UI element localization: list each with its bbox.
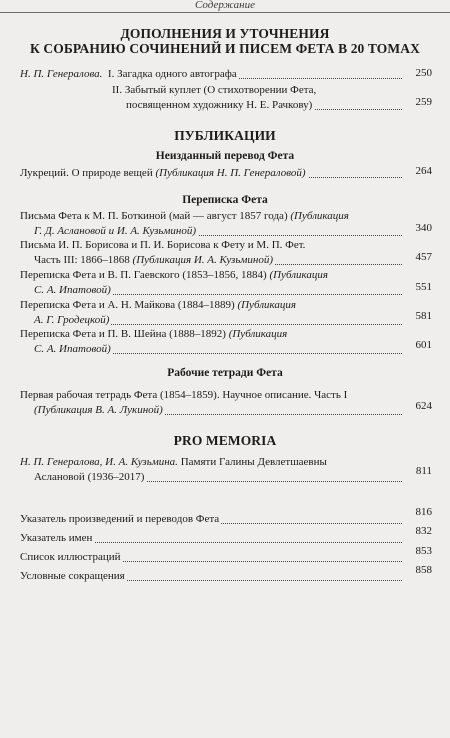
running-head: Содержание [0, 0, 450, 13]
entry-title: Загадка одного автографа [117, 68, 237, 80]
entry-title-line1: Письма Фета к М. П. Боткиной (май — август 1857 года) [20, 210, 291, 222]
entry-title-line1: Письма И. П. Борисова и П. И. Борисова к Фету и М. П. Фет. [20, 239, 306, 251]
toc-entry-correspondence-1 [20, 209, 438, 239]
page-number: 457 [415, 251, 432, 263]
toc-entry-correspondence-2 [20, 238, 438, 268]
subhead-notebooks: Рабочие тетради Фета [167, 367, 283, 379]
entry-publisher: (Публикация [237, 299, 296, 311]
entry-title: Условные сокращения [20, 570, 125, 582]
toc-entry-supplement-2 [112, 83, 438, 113]
entry-title-line1: Первая рабочая тетрадь Фета (1854–1859). Научное описание. Часть I [20, 389, 348, 401]
entry-publisher: (Публикация [290, 210, 349, 222]
subhead-unknown-translation: Неизданный перевод Фета [155, 150, 295, 162]
entry-authors: Н. П. Генералова, И. А. Кузьмина. [20, 456, 178, 468]
toc-entry-notebook [20, 388, 438, 418]
entry-title-line2: Аслановой (1936–2017) [34, 471, 145, 483]
toc-entry-correspondence-5 [20, 327, 438, 357]
entry-title: Список иллюстраций [20, 551, 121, 563]
supplements-title-line1: ДОПОЛНЕНИЯ И УТОЧНЕНИЯ [120, 26, 330, 41]
entry-title-line2: С. А. Ипатовой) [34, 284, 111, 296]
toc-entry-pro-memoria [20, 455, 438, 485]
entry-publisher: (Публикация В. А. Лукиной) [34, 404, 163, 416]
entry-title: Лукреций. О природе вещей [20, 167, 156, 179]
entry-number: II. [112, 84, 123, 96]
page-number: 340 [415, 222, 432, 234]
page-number: 250 [415, 67, 432, 79]
page-number: 853 [415, 545, 432, 557]
entry-title-line2: Г. Д. Аслановой и И. А. Кузьминой) [34, 225, 197, 237]
page-number: 264 [415, 165, 432, 177]
entry-title-line1: Переписка Фета и П. В. Шейна (1888–1892) [20, 328, 229, 340]
entry-title-line1: Переписка Фета и А. Н. Майкова (1884–1889) [20, 299, 238, 311]
toc-entry-abbreviations [20, 569, 438, 584]
supplements-title-line2: К СОБРАНИЮ СОЧИНЕНИЙ И ПИСЕМ ФЕТА В 20 ТОМАХ [30, 41, 420, 56]
page-number: 858 [415, 564, 432, 576]
page-number: 832 [415, 525, 432, 537]
page-number: 259 [415, 96, 432, 108]
entry-publisher: (Публикация Н. П. Генераловой) [155, 167, 306, 179]
toc-entry-lucretius [20, 166, 438, 181]
page-number: 551 [415, 281, 432, 293]
page-number: 816 [415, 506, 432, 518]
entry-title-line1: Памяти Галины Девлетшаевны [177, 456, 327, 468]
page-number: 581 [415, 310, 432, 322]
entry-title: Указатель произведений и переводов Фета [20, 513, 220, 525]
toc-entry-illustrations [20, 550, 438, 565]
toc-entry-supplement-1 [20, 67, 438, 82]
entry-title-line1: Забытый куплет (О стихотворении Фета, [124, 84, 317, 96]
toc-entry-correspondence-4 [20, 298, 438, 328]
entry-title-line2: А. Г. Гродецкой) [34, 314, 110, 326]
page-number: 811 [415, 465, 432, 477]
entry-author: Н. П. Генералова. [20, 68, 103, 80]
toc-entry-correspondence-3 [20, 268, 438, 298]
entry-title-line2: С. А. Ипатовой) [34, 343, 111, 355]
toc-entry-index-works [20, 512, 438, 527]
publications-title: ПУБЛИКАЦИИ [174, 128, 276, 143]
subhead-correspondence: Переписка Фета [182, 194, 268, 206]
entry-title-line2: Часть III: 1866–1868 [34, 254, 133, 266]
entry-title-line2: посвященном художнику Н. Е. Рачкову) [126, 99, 313, 111]
entry-title-line1: Переписка Фета и В. П. Гаевского (1853–1856, 1884) [20, 269, 270, 281]
entry-title: Указатель имен [20, 532, 93, 544]
toc-entry-index-names [20, 531, 438, 546]
page-number: 624 [415, 400, 432, 412]
entry-publisher: (Публикация [269, 269, 328, 281]
entry-number: I. [107, 68, 115, 80]
entry-publisher: (Публикация [228, 328, 288, 340]
entry-publisher: (Публикация И. А. Кузьминой) [132, 254, 273, 266]
pro-memoria-title: PRO MEMORIA [173, 433, 277, 448]
page-number: 601 [415, 339, 432, 351]
